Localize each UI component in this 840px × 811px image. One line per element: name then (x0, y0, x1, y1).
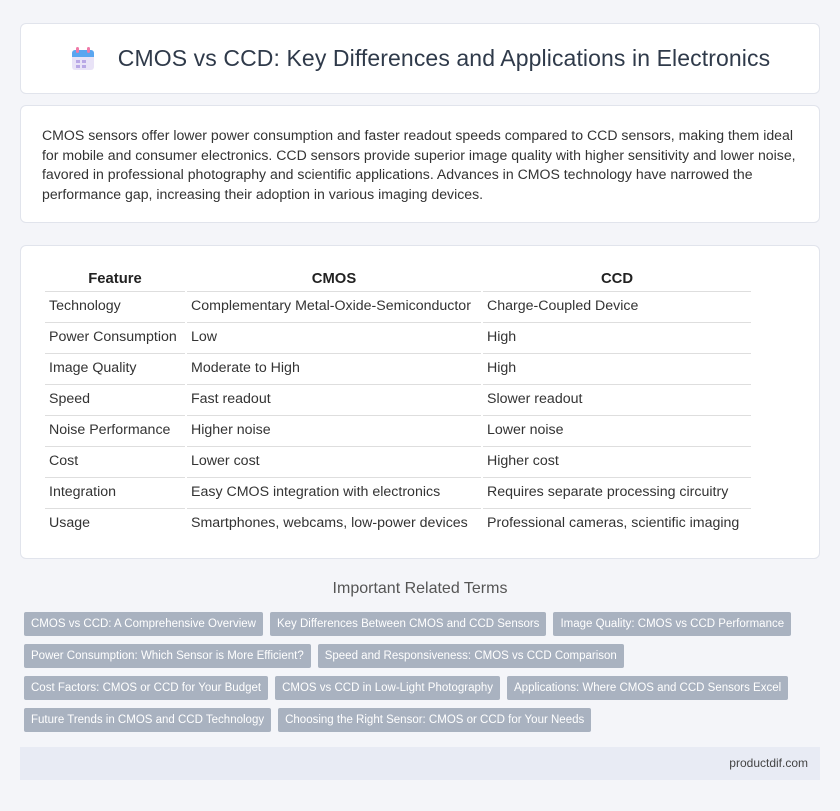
table-row (45, 353, 751, 382)
feature-cell: Speed (45, 384, 185, 413)
feature-cell: Technology (45, 291, 185, 320)
ccd-cell: Higher cost (483, 446, 751, 475)
header-cmos: CMOS (311, 270, 357, 287)
feature-cell: Usage (45, 508, 185, 537)
intro-text: CMOS sensors offer lower power consumption and faster readout speeds compared to CCD sensors, making them ideal for mobile and consumer electronics. CCD sensors provide superior image quality with higher sensitivity and lower noise, favored in professional photography and scientific applications. Advances in CMOS technology have narrowed the performance gap, increasing their adoption in various imaging devices. (42, 127, 796, 202)
related-tag-link[interactable]: Image Quality: CMOS vs CCD Performance (553, 612, 791, 636)
intro-card (20, 105, 820, 223)
cmos-cell: Lower cost (187, 446, 481, 475)
calendar-icon (70, 46, 96, 72)
related-tag-link[interactable]: CMOS vs CCD in Low-Light Photography (275, 676, 500, 700)
related-tag-link[interactable]: Future Trends in CMOS and CCD Technology (24, 708, 271, 732)
feature-cell: Image Quality (45, 353, 185, 382)
table-row (45, 384, 751, 413)
cmos-cell: Fast readout (187, 384, 481, 413)
related-tag-link[interactable]: Applications: Where CMOS and CCD Sensors Excel (507, 676, 788, 700)
table-header-row (45, 268, 751, 289)
ccd-cell: Slower readout (483, 384, 751, 413)
table-row (45, 415, 751, 444)
ccd-cell: Charge-Coupled Device (483, 291, 751, 320)
table-row (45, 322, 751, 351)
table-row (45, 477, 751, 506)
footer-site-link[interactable]: productdif.com (729, 756, 808, 770)
header-ccd: CCD (600, 270, 634, 287)
related-tag-link[interactable]: Key Differences Between CMOS and CCD Sensors (270, 612, 546, 636)
cmos-cell: Moderate to High (187, 353, 481, 382)
title-wrap (70, 45, 770, 72)
feature-cell: Cost (45, 446, 185, 475)
ccd-cell: High (483, 353, 751, 382)
related-terms-title: Important Related Terms (332, 580, 508, 597)
related-tag-link[interactable]: Cost Factors: CMOS or CCD for Your Budget (24, 676, 268, 700)
header-card (20, 23, 820, 94)
page-title: CMOS vs CCD: Key Differences and Applications in Electronics (117, 45, 771, 71)
related-tag-link[interactable]: CMOS vs CCD: A Comprehensive Overview (24, 612, 263, 636)
cmos-cell: Easy CMOS integration with electronics (187, 477, 481, 506)
related-tag-link[interactable]: Power Consumption: Which Sensor is More Efficient? (24, 644, 311, 668)
feature-cell: Integration (45, 477, 185, 506)
comparison-table (43, 266, 753, 539)
cmos-cell: Smartphones, webcams, low-power devices (187, 508, 481, 537)
cmos-cell: Higher noise (187, 415, 481, 444)
ccd-cell: Requires separate processing circuitry (483, 477, 751, 506)
related-tag-link[interactable]: Speed and Responsiveness: CMOS vs CCD Comparison (318, 644, 624, 668)
table-row (45, 291, 751, 320)
cmos-cell: Complementary Metal-Oxide-Semiconductor (187, 291, 481, 320)
comparison-card (20, 245, 820, 559)
related-tags (24, 612, 814, 740)
feature-cell: Noise Performance (45, 415, 185, 444)
footer (20, 747, 820, 780)
feature-cell: Power Consumption (45, 322, 185, 351)
related-tag-link[interactable]: Choosing the Right Sensor: CMOS or CCD for Your Needs (278, 708, 591, 732)
table-row (45, 446, 751, 475)
header-feature: Feature (88, 270, 142, 287)
ccd-cell: High (483, 322, 751, 351)
table-row (45, 508, 751, 537)
ccd-cell: Lower noise (483, 415, 751, 444)
ccd-cell: Professional cameras, scientific imaging (483, 508, 751, 537)
cmos-cell: Low (187, 322, 481, 351)
